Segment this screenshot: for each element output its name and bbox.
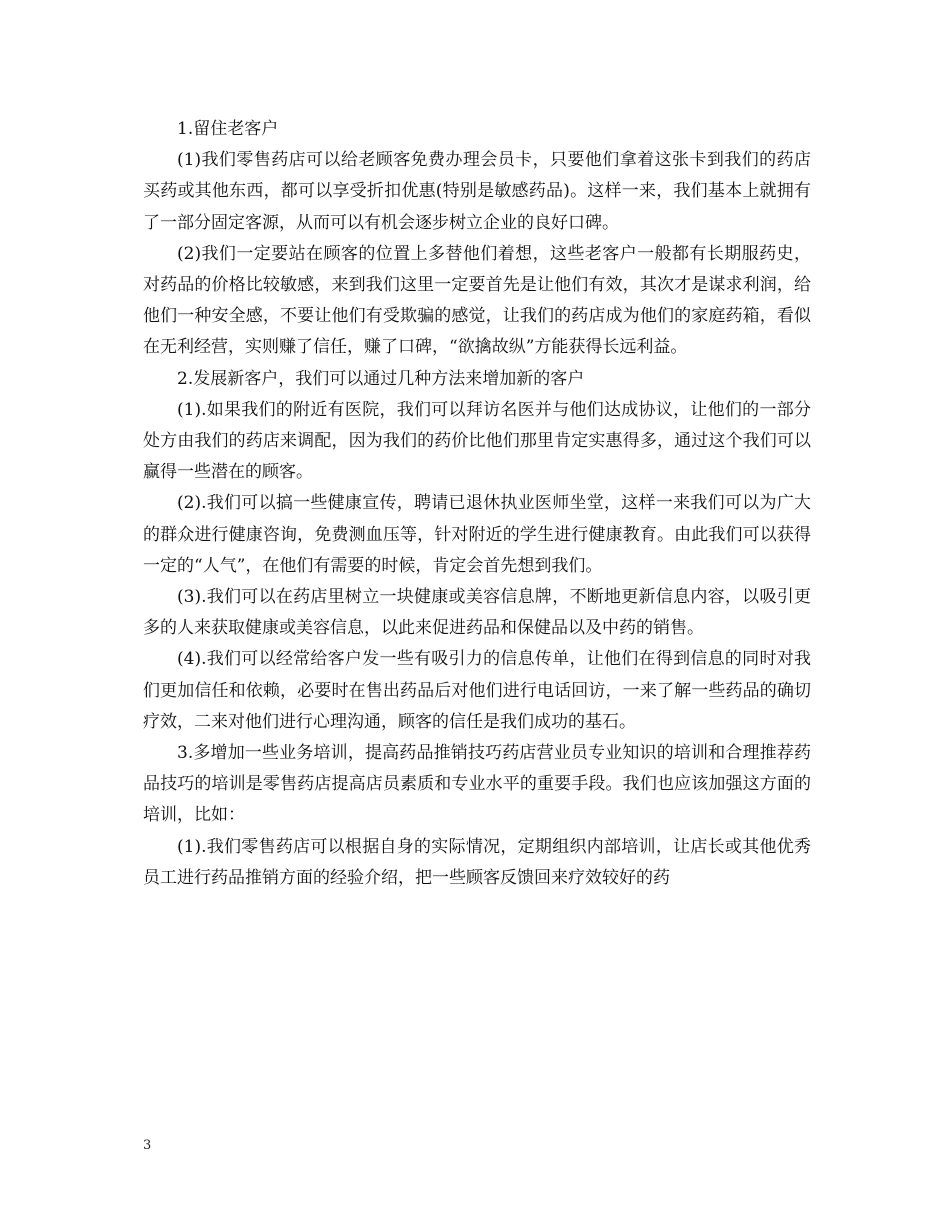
paragraph: (3).我们可以在药店里树立一块健康或美容信息牌，不断地更新信息内容，以吸引更多的人来获取健康或美容信息，以此来促进药品和保健品以及中药的销售。: [143, 587, 811, 639]
paragraph: (1).我们零售药店可以根据自身的实际情况，定期组织内部培训，让店长或其他优秀员工进行药品推销方面的经验介绍，把一些顾客反馈回来疗效较好的药: [143, 836, 811, 888]
paragraph: (2)我们一定要站在顾客的位置上多替他们着想，这些老客户一般都有长期服药史，对药品的价格比较敏感，来到我们这里一定要首先是让他们有效，其次才是谋求利润，给他们一种安全感，不要让他们有受欺骗的感觉，让我们的药店成为他们的家庭药箱，看似在无利经营，实则赚了信任，赚了口碑，“欲擒故纵”方能获得长远利益。: [143, 243, 811, 358]
page-number: 3: [143, 1138, 152, 1153]
paragraph: (2).我们可以搞一些健康宣传，聘请已退休执业医师坐堂，这样一来我们可以为广大的群众进行健康咨询，免费测血压等，针对附近的学生进行健康教育。由此我们可以获得一定的“人气”，在他们有需要的时候，肯定会首先想到我们。: [143, 493, 811, 576]
section-heading-retain-customers: 1.留住老客户: [177, 119, 279, 139]
paragraph: (1)我们零售药店可以给老顾客免费办理会员卡，只要他们拿着这张卡到我们的药店买药或其他东西，都可以享受折扣优惠(特别是敏感药品)。这样一来，我们基本上就拥有了一部分固定客源，从而可以有机会逐步树立企业的良好口碑。: [143, 150, 811, 233]
document-body: [143, 114, 811, 894]
section-heading-new-customers: 2.发展新客户，我们可以通过几种方法来增加新的客户: [177, 368, 585, 389]
paragraph: (4).我们可以经常给客户发一些有吸引力的信息传单，让他们在得到信息的同时对我们更加信任和依赖，必要时在售出药品后对他们进行电话回访，一来了解一些药品的确切疗效，二来对他们进行心理沟通，顾客的信任是我们成功的基石。: [143, 649, 811, 732]
section-heading-training: 3.多增加一些业务培训，提高药品推销技巧药店营业员专业知识的培训和合理推荐药品技巧的培训是零售药店提高店员素质和专业水平的重要手段。我们也应该加强这方面的培训，比如：: [143, 743, 811, 826]
paragraph: (1).如果我们的附近有医院，我们可以拜访名医并与他们达成协议，让他们的一部分处方由我们的药店来调配，因为我们的药价比他们那里肯定实惠得多，通过这个我们可以赢得一些潜在的顾客。: [143, 399, 811, 483]
